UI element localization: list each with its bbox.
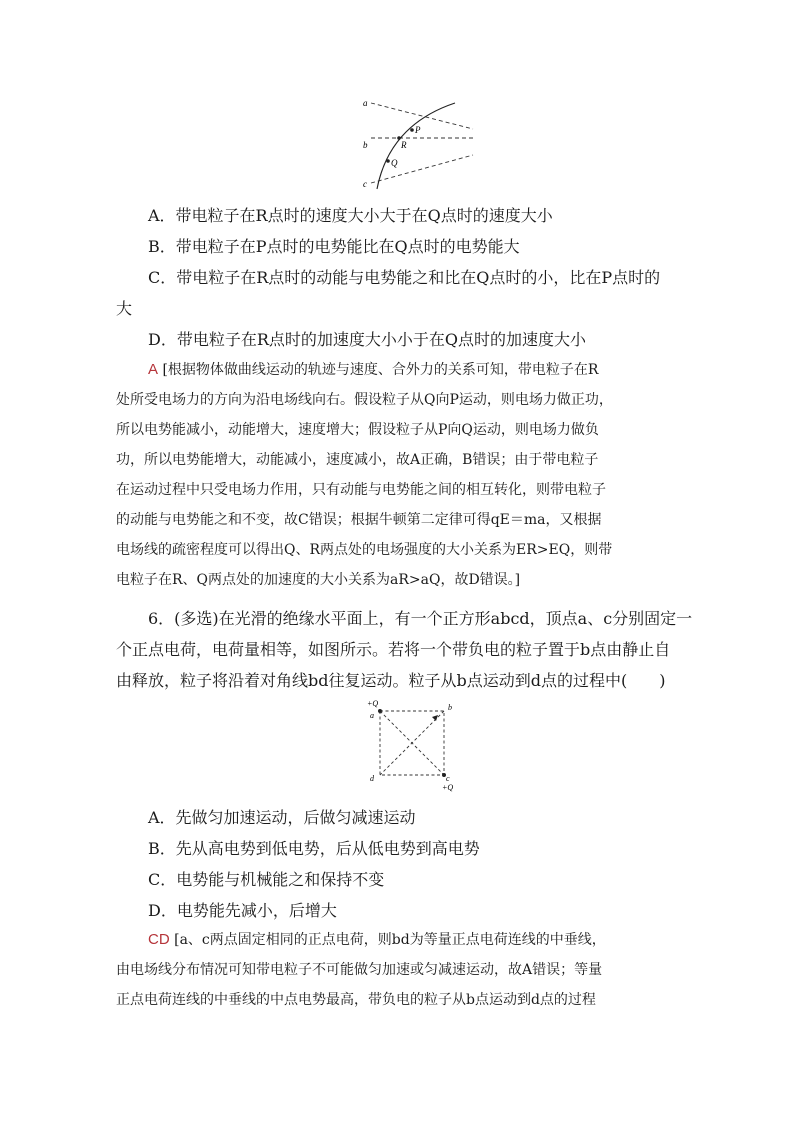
label-Q: Q <box>391 158 398 168</box>
field-line-a <box>371 103 473 129</box>
q6-option-c: C．电势能与机械能之和保持不变 <box>148 870 385 889</box>
q5-explanation-line: 处所受电场力的方向为沿电场线向右。假设粒子从Q向P运动，则电场力做正功， <box>116 392 613 408</box>
label-P: P <box>415 125 421 135</box>
q5-answer: A <box>148 361 159 378</box>
point-Q-dot <box>386 159 390 163</box>
q5-explanation-line: 功，所以电势能增大，动能减小，速度减小，故A正确，B错误；由于带电粒子 <box>116 452 599 468</box>
label-R: R <box>401 140 407 150</box>
label-a: a <box>363 98 368 108</box>
label-plus-q-top: +Q <box>367 699 379 708</box>
q5-explanation-line: 电粒子在R、Q两点处的加速度的大小关系为aR>aQ，故D错误。] <box>116 572 521 588</box>
q6-explanation-line: 正点电荷连线的中垂线的中点电势最高，带负电的粒子从b点运动到d点的过程 <box>116 992 596 1008</box>
q5-explanation-line: 所以电势能减小，动能增大，速度增大；假设粒子从P向Q运动，则电场力做负 <box>116 422 599 438</box>
label-plus-q-bottom: +Q <box>442 783 454 792</box>
label-c: c <box>446 774 450 783</box>
q6-explanation-text: [a、c两点固定相同的正点电荷，则bd为等量正点电荷连线的中垂线， <box>174 932 606 948</box>
label-a: a <box>370 711 374 720</box>
point-P-dot <box>410 128 414 132</box>
label-c: c <box>363 179 367 189</box>
q5-option-d: D．带电粒子在R点时的加速度大小小于在Q点时的加速度大小 <box>148 330 586 349</box>
trajectory-curve <box>377 103 455 189</box>
charge-a-dot <box>378 709 382 713</box>
q5-option-b: B．带电粒子在P点时的电势能比在Q点时的电势能大 <box>148 237 520 256</box>
q5-option-a: A．带电粒子在R点时的速度大小大于在Q点时的速度大小 <box>148 206 553 225</box>
q6-stem-line-2: 个正点电荷，电荷量相等，如图所示。若将一个带负电的粒子置于b点由静止自 <box>116 640 671 659</box>
q5-option-c: C．带电粒子在R点时的动能与电势能之和比在Q点时的小，比在P点时的 <box>148 268 661 287</box>
q5-explanation-line <box>116 355 682 385</box>
square-abcd-figure <box>362 697 462 795</box>
q6-stem-line-1: 6．(多选)在光滑的绝缘水平面上，有一个正方形abcd，顶点a、c分别固定一 <box>148 609 693 628</box>
q6-stem-line-3: 由释放，粒子将沿着对角线bd往复运动。粒子从b点运动到d点的过程中( ) <box>116 671 666 690</box>
q6-answer: CD <box>148 931 170 948</box>
label-d: d <box>370 774 374 783</box>
label-b: b <box>448 703 452 712</box>
q5-explanation-text: [根据物体做曲线运动的轨迹与速度、合外力的关系可知，带电粒子在R <box>162 362 599 378</box>
q6-option-b: B．先从高电势到低电势，后从低电势到高电势 <box>148 839 480 858</box>
q5-explanation-line: 电场线的疏密程度可以得出Q、R两点处的电场强度的大小关系为ER>EQ，则带 <box>116 542 613 558</box>
q6-explanation-line <box>116 925 682 955</box>
q5-explanation-line: 在运动过程中只受电场力作用，只有动能与电势能之间的相互转化，则带电粒子 <box>116 482 606 498</box>
q5-explanation-line: 的动能与电势能之和不变，故C错误；根据牛顿第二定律可得qE＝ma，又根据 <box>116 512 602 528</box>
q6-explanation <box>116 925 682 1015</box>
field-line-figure <box>355 93 480 193</box>
q6-option-a: A．先做匀加速运动，后做匀减速运动 <box>148 808 416 827</box>
label-b: b <box>363 140 368 150</box>
q5-option-c-continued: 大 <box>116 299 133 318</box>
q5-explanation <box>116 355 682 595</box>
q6-explanation-line: 由电场线分布情况可知带电粒子不可能做匀加速或匀减速运动，故A错误；等量 <box>116 962 603 978</box>
q6-option-d: D．电势能先减小，后增大 <box>148 901 337 920</box>
